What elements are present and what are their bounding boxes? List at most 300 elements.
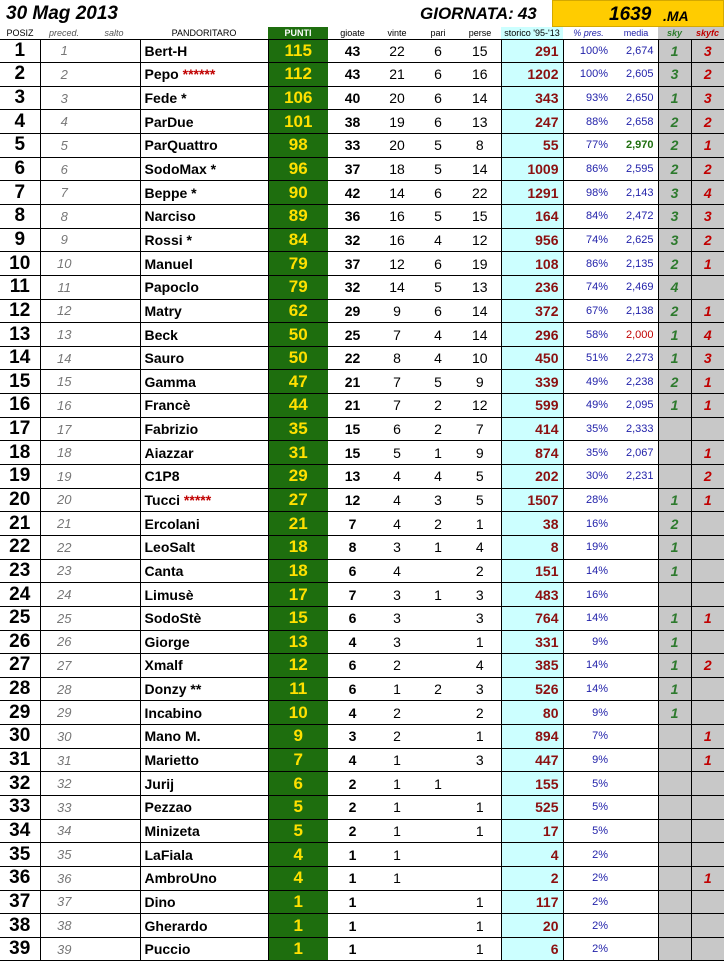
vinte-cell: 6: [377, 417, 417, 441]
salto-cell: [88, 535, 140, 559]
salto-cell: [88, 488, 140, 512]
punti-cell: 12: [268, 654, 328, 678]
player-name-cell: [140, 441, 268, 465]
player-name-cell: [140, 157, 268, 181]
player-name: Incabino: [144, 704, 203, 721]
storico-cell: 151: [501, 559, 563, 583]
vinte-cell: 7: [377, 323, 417, 347]
vinte-cell: 2: [377, 654, 417, 678]
player-name: Mano M.: [144, 728, 201, 745]
prec-cell: 15: [40, 370, 88, 394]
player-name-cell: [140, 204, 268, 228]
pres-cell: 16%: [563, 512, 614, 536]
storico-cell: 155: [501, 772, 563, 796]
pari-cell: [417, 819, 459, 843]
perse-cell: 22: [459, 181, 501, 205]
vinte-cell: 3: [377, 630, 417, 654]
player-name: SodoMax *: [144, 161, 217, 178]
gioc-cell: 1: [328, 914, 377, 938]
col-pres: % pres.: [563, 27, 614, 39]
pos-cell: 19: [0, 465, 40, 489]
prec-cell: 31: [40, 748, 88, 772]
salto-cell: [88, 701, 140, 725]
table-row: [0, 677, 724, 701]
gioc-cell: 4: [328, 630, 377, 654]
gioc-cell: 4: [328, 701, 377, 725]
media-cell: 2,067: [614, 441, 658, 465]
skyfc-cell: 2: [691, 228, 724, 252]
storico-cell: 20: [501, 914, 563, 938]
media-cell: [614, 559, 658, 583]
salto-cell: [88, 748, 140, 772]
media-cell: [614, 654, 658, 678]
pres-cell: 14%: [563, 559, 614, 583]
pari-cell: 6: [417, 86, 459, 110]
table-row: [0, 843, 724, 867]
header-row: [0, 27, 724, 39]
skyfc-cell: 1: [691, 725, 724, 749]
player-name-cell: [140, 275, 268, 299]
col-media: media: [614, 27, 658, 39]
table-row: [0, 796, 724, 820]
sky-cell: [658, 819, 691, 843]
salto-cell: [88, 937, 140, 961]
perse-cell: [459, 843, 501, 867]
skyfc-cell: 2: [691, 157, 724, 181]
giornata-text: GIORNATA:: [420, 4, 514, 23]
pres-cell: 67%: [563, 299, 614, 323]
vinte-cell: 14: [377, 181, 417, 205]
storico-cell: 80: [501, 701, 563, 725]
sky-cell: 1: [658, 701, 691, 725]
pres-cell: 2%: [563, 866, 614, 890]
gioc-cell: 21: [328, 370, 377, 394]
punti-cell: 29: [268, 465, 328, 489]
skyfc-cell: [691, 512, 724, 536]
pari-cell: [417, 796, 459, 820]
sky-cell: 1: [658, 677, 691, 701]
table-row: [0, 228, 724, 252]
pres-cell: 30%: [563, 465, 614, 489]
storico-cell: 1291: [501, 181, 563, 205]
storico-cell: 1507: [501, 488, 563, 512]
perse-cell: 1: [459, 914, 501, 938]
vinte-cell: 8: [377, 346, 417, 370]
vinte-cell: 20: [377, 86, 417, 110]
salto-cell: [88, 796, 140, 820]
gioc-cell: 6: [328, 559, 377, 583]
punti-cell: 6: [268, 772, 328, 796]
gioc-cell: 42: [328, 181, 377, 205]
pari-cell: 1: [417, 772, 459, 796]
prec-cell: 13: [40, 323, 88, 347]
player-name: Bert-H: [144, 42, 188, 59]
player-name: Gamma: [144, 373, 196, 390]
prec-cell: 6: [40, 157, 88, 181]
player-name: C1P8: [144, 468, 180, 485]
media-cell: 2,658: [614, 110, 658, 134]
skyfc-cell: [691, 677, 724, 701]
player-name: Rossi *: [144, 231, 192, 248]
pres-cell: 74%: [563, 275, 614, 299]
storico-cell: 372: [501, 299, 563, 323]
prec-cell: 29: [40, 701, 88, 725]
pres-cell: 100%: [563, 63, 614, 87]
vinte-cell: [377, 890, 417, 914]
perse-cell: 1: [459, 796, 501, 820]
salto-cell: [88, 465, 140, 489]
media-cell: [614, 937, 658, 961]
perse-cell: 15: [459, 204, 501, 228]
pos-cell: 11: [0, 275, 40, 299]
punti-cell: 50: [268, 346, 328, 370]
media-cell: 2,238: [614, 370, 658, 394]
player-name-cell: [140, 796, 268, 820]
table-row: [0, 63, 724, 87]
sky-cell: [658, 937, 691, 961]
gioc-cell: 29: [328, 299, 377, 323]
table-row: [0, 725, 724, 749]
punti-cell: 4: [268, 866, 328, 890]
pres-cell: 2%: [563, 843, 614, 867]
punti-cell: 106: [268, 86, 328, 110]
pos-cell: 13: [0, 323, 40, 347]
media-cell: [614, 725, 658, 749]
pres-cell: 9%: [563, 630, 614, 654]
prec-cell: 12: [40, 299, 88, 323]
pres-cell: 74%: [563, 228, 614, 252]
media-cell: 2,970: [614, 134, 658, 158]
pres-cell: 93%: [563, 86, 614, 110]
pari-cell: 4: [417, 465, 459, 489]
sky-cell: 2: [658, 370, 691, 394]
storico-cell: 38: [501, 512, 563, 536]
media-cell: 2,595: [614, 157, 658, 181]
table-row: [0, 866, 724, 890]
salto-cell: [88, 181, 140, 205]
pari-cell: [417, 701, 459, 725]
pari-cell: 6: [417, 299, 459, 323]
prec-cell: 23: [40, 559, 88, 583]
punti-cell: 89: [268, 204, 328, 228]
vinte-cell: 4: [377, 488, 417, 512]
pos-cell: 9: [0, 228, 40, 252]
punti-cell: 79: [268, 275, 328, 299]
col-skyfc: skyfc: [691, 27, 724, 39]
perse-cell: 15: [459, 39, 501, 63]
pari-cell: 6: [417, 181, 459, 205]
gioc-cell: 1: [328, 843, 377, 867]
pos-cell: 2: [0, 63, 40, 87]
media-cell: 2,625: [614, 228, 658, 252]
sky-cell: 1: [658, 559, 691, 583]
skyfc-cell: [691, 796, 724, 820]
storico-cell: 236: [501, 275, 563, 299]
pres-cell: 5%: [563, 819, 614, 843]
prec-cell: 38: [40, 914, 88, 938]
perse-cell: 3: [459, 677, 501, 701]
table-row: [0, 535, 724, 559]
player-name-cell: [140, 583, 268, 607]
player-name: Pepo: [144, 66, 179, 83]
table-row: [0, 417, 724, 441]
pari-cell: 2: [417, 394, 459, 418]
col-perse: perse: [459, 27, 501, 39]
media-cell: 2,095: [614, 394, 658, 418]
prec-cell: 35: [40, 843, 88, 867]
player-name-cell: [140, 725, 268, 749]
salto-cell: [88, 606, 140, 630]
media-cell: [614, 866, 658, 890]
storico-cell: 526: [501, 677, 563, 701]
punti-cell: 18: [268, 559, 328, 583]
storico-cell: 450: [501, 346, 563, 370]
prec-cell: 1: [40, 39, 88, 63]
player-name-cell: [140, 370, 268, 394]
col-punti: PUNTI: [268, 27, 328, 39]
perse-cell: 5: [459, 465, 501, 489]
punti-cell: 98: [268, 134, 328, 158]
vinte-cell: 1: [377, 796, 417, 820]
giornata-number: 43: [517, 4, 537, 23]
col-storico: storico '95-'13: [501, 27, 563, 39]
storico-cell: 339: [501, 370, 563, 394]
storico-cell: 343: [501, 86, 563, 110]
gioc-cell: 43: [328, 63, 377, 87]
vinte-cell: 16: [377, 204, 417, 228]
prec-cell: 4: [40, 110, 88, 134]
player-name: Giorge: [144, 633, 190, 650]
punti-cell: 50: [268, 323, 328, 347]
pari-cell: 6: [417, 63, 459, 87]
media-cell: [614, 748, 658, 772]
perse-cell: 10: [459, 346, 501, 370]
table-row: [0, 937, 724, 961]
pari-cell: 4: [417, 323, 459, 347]
player-name-cell: [140, 654, 268, 678]
pos-cell: 14: [0, 346, 40, 370]
pos-cell: 36: [0, 866, 40, 890]
media-cell: [614, 606, 658, 630]
storico-cell: 202: [501, 465, 563, 489]
media-cell: [614, 630, 658, 654]
player-name-cell: [140, 748, 268, 772]
sky-cell: 2: [658, 252, 691, 276]
salto-cell: [88, 725, 140, 749]
vinte-cell: 3: [377, 606, 417, 630]
player-name-cell: [140, 39, 268, 63]
ma-label: .MA: [663, 8, 689, 24]
vinte-cell: 7: [377, 370, 417, 394]
player-name: ParQuattro: [144, 137, 218, 154]
pos-cell: 3: [0, 86, 40, 110]
sky-cell: 2: [658, 512, 691, 536]
skyfc-cell: 2: [691, 654, 724, 678]
pari-cell: [417, 725, 459, 749]
salto-cell: [88, 630, 140, 654]
punti-cell: 21: [268, 512, 328, 536]
player-name: Jurij: [144, 775, 175, 792]
gioc-cell: 38: [328, 110, 377, 134]
table-row: [0, 299, 724, 323]
player-name-cell: [140, 512, 268, 536]
media-cell: 2,605: [614, 63, 658, 87]
storico-cell: 894: [501, 725, 563, 749]
pres-cell: 86%: [563, 252, 614, 276]
storico-cell: 525: [501, 796, 563, 820]
pres-cell: 100%: [563, 39, 614, 63]
perse-cell: 16: [459, 63, 501, 87]
prec-cell: 37: [40, 890, 88, 914]
perse-cell: 13: [459, 110, 501, 134]
pos-cell: 39: [0, 937, 40, 961]
gioc-cell: 32: [328, 228, 377, 252]
pos-cell: 29: [0, 701, 40, 725]
pari-cell: 5: [417, 275, 459, 299]
sky-cell: 1: [658, 654, 691, 678]
prec-cell: 10: [40, 252, 88, 276]
punti-cell: 17: [268, 583, 328, 607]
gioc-cell: 25: [328, 323, 377, 347]
player-name: Puccio: [144, 941, 191, 958]
player-name-cell: [140, 323, 268, 347]
media-cell: [614, 914, 658, 938]
pari-cell: [417, 890, 459, 914]
player-name-cell: [140, 843, 268, 867]
player-name-cell: [140, 535, 268, 559]
skyfc-cell: [691, 937, 724, 961]
pres-cell: 14%: [563, 677, 614, 701]
punti-cell: 47: [268, 370, 328, 394]
pos-cell: 28: [0, 677, 40, 701]
prec-cell: 28: [40, 677, 88, 701]
punti-cell: 96: [268, 157, 328, 181]
perse-cell: 5: [459, 488, 501, 512]
skyfc-cell: [691, 559, 724, 583]
player-name: Dino: [144, 893, 176, 910]
player-name-cell: [140, 914, 268, 938]
perse-cell: 1: [459, 819, 501, 843]
pos-cell: 32: [0, 772, 40, 796]
pres-cell: 35%: [563, 417, 614, 441]
prec-cell: 8: [40, 204, 88, 228]
media-cell: 2,333: [614, 417, 658, 441]
col-preced: preced.: [40, 27, 88, 39]
pres-cell: 9%: [563, 701, 614, 725]
media-cell: [614, 677, 658, 701]
skyfc-cell: [691, 819, 724, 843]
giornata-label: [416, 4, 537, 24]
sky-cell: [658, 772, 691, 796]
player-name-cell: [140, 701, 268, 725]
media-cell: 2,650: [614, 86, 658, 110]
table-row: [0, 110, 724, 134]
vinte-cell: [377, 914, 417, 938]
salto-cell: [88, 417, 140, 441]
salto-cell: [88, 559, 140, 583]
vinte-cell: 16: [377, 228, 417, 252]
vinte-cell: 19: [377, 110, 417, 134]
media-cell: [614, 535, 658, 559]
sky-cell: 2: [658, 157, 691, 181]
sky-cell: [658, 583, 691, 607]
vinte-cell: 1: [377, 772, 417, 796]
player-name-cell: [140, 819, 268, 843]
salto-cell: [88, 394, 140, 418]
skyfc-cell: [691, 890, 724, 914]
salto-cell: [88, 441, 140, 465]
gioc-cell: 1: [328, 890, 377, 914]
player-name-cell: [140, 488, 268, 512]
punti-cell: 27: [268, 488, 328, 512]
pres-cell: 49%: [563, 394, 614, 418]
table-row: [0, 772, 724, 796]
pari-cell: 5: [417, 157, 459, 181]
media-cell: 2,674: [614, 39, 658, 63]
pari-cell: 2: [417, 512, 459, 536]
player-name-cell: [140, 559, 268, 583]
pos-cell: 21: [0, 512, 40, 536]
media-cell: 2,469: [614, 275, 658, 299]
table-body: [0, 39, 724, 961]
sky-cell: [658, 796, 691, 820]
pos-cell: 23: [0, 559, 40, 583]
player-name: LaFiala: [144, 846, 193, 863]
pres-cell: 86%: [563, 157, 614, 181]
sky-cell: [658, 890, 691, 914]
pos-cell: 18: [0, 441, 40, 465]
pari-cell: 1: [417, 441, 459, 465]
prec-cell: 7: [40, 181, 88, 205]
pari-cell: [417, 654, 459, 678]
col-sky: sky: [658, 27, 691, 39]
skyfc-cell: 1: [691, 299, 724, 323]
player-name: Papoclo: [144, 279, 199, 296]
gioc-cell: 15: [328, 441, 377, 465]
salto-cell: [88, 819, 140, 843]
punti-cell: 5: [268, 796, 328, 820]
player-name-cell: [140, 110, 268, 134]
vinte-cell: 9: [377, 299, 417, 323]
salto-cell: [88, 677, 140, 701]
storico-cell: 55: [501, 134, 563, 158]
pos-cell: 37: [0, 890, 40, 914]
pari-cell: 2: [417, 677, 459, 701]
storico-cell: 599: [501, 394, 563, 418]
perse-cell: 14: [459, 323, 501, 347]
perse-cell: 1: [459, 512, 501, 536]
pos-cell: 17: [0, 417, 40, 441]
pari-cell: 2: [417, 417, 459, 441]
gioc-cell: 1: [328, 937, 377, 961]
player-name: Narciso: [144, 208, 196, 225]
prec-cell: 32: [40, 772, 88, 796]
punti-cell: 62: [268, 299, 328, 323]
player-name: Ercolani: [144, 515, 200, 532]
prec-cell: 24: [40, 583, 88, 607]
pres-cell: 77%: [563, 134, 614, 158]
pari-cell: [417, 866, 459, 890]
player-name-cell: [140, 346, 268, 370]
vinte-cell: 20: [377, 134, 417, 158]
player-name-cell: [140, 630, 268, 654]
pari-cell: 5: [417, 204, 459, 228]
vinte-cell: 1: [377, 748, 417, 772]
skyfc-cell: 1: [691, 394, 724, 418]
pos-cell: 12: [0, 299, 40, 323]
sky-cell: [658, 748, 691, 772]
skyfc-cell: 2: [691, 110, 724, 134]
